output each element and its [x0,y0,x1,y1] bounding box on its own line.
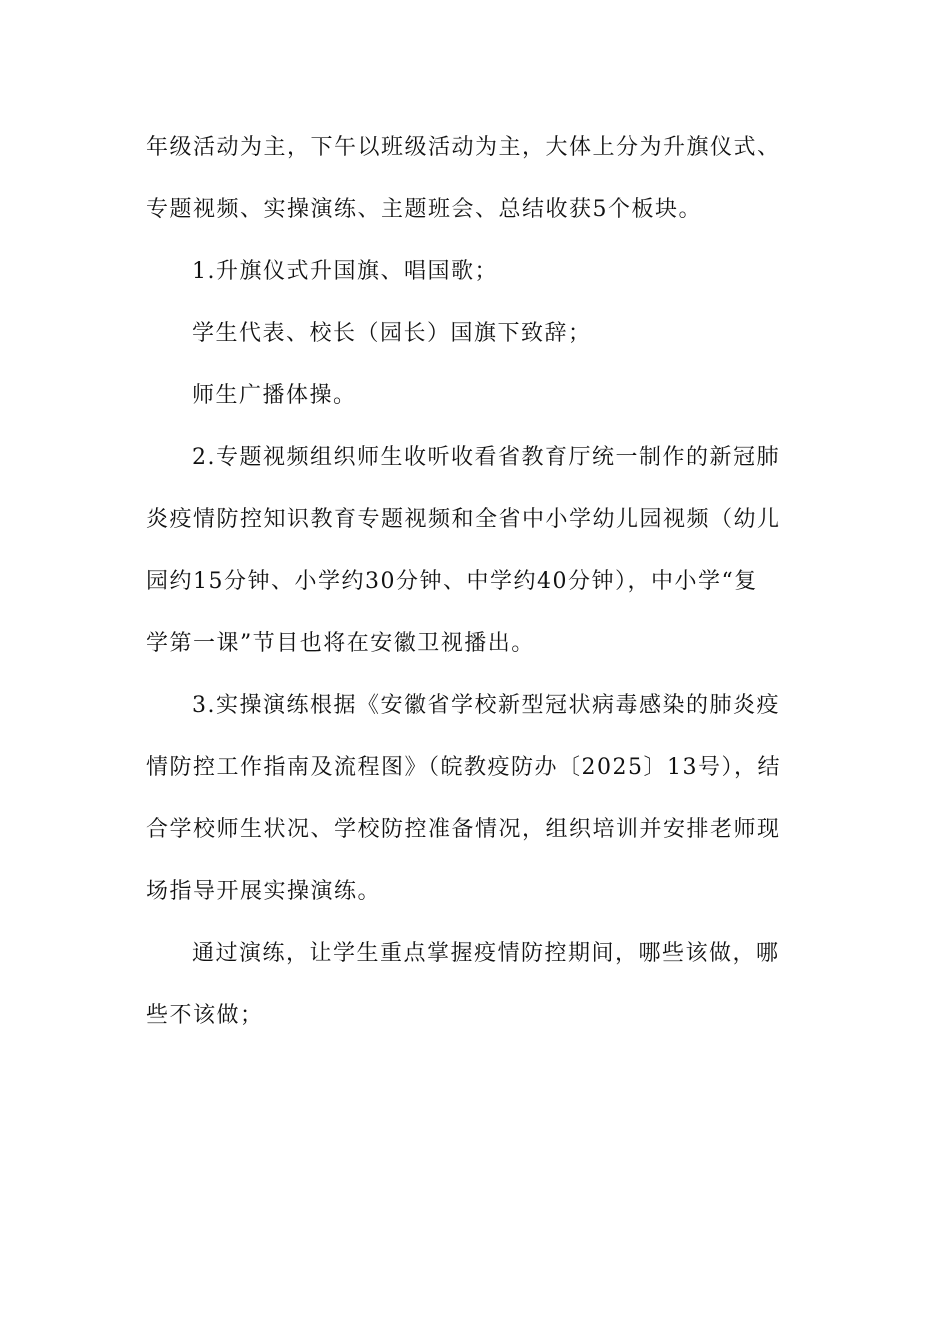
text-line-12: 合学校师生状况、学校防控准备情况，组织培训并安排老师现 [146,817,781,842]
text-line-10: 3.实操演练根据《安徽省学校新型冠状病毒感染的肺炎疫 [192,693,780,718]
text-line-7: 炎疫情防控知识教育专题视频和全省中小学幼儿园视频（幼儿 [146,507,781,532]
text-line-1: 年级活动为主，下午以班级活动为主，大体上分为升旗仪式、 [146,135,781,160]
text-line-6: 2.专题视频组织师生收听收看省教育厅统一制作的新冠肺 [192,445,780,470]
text-line-15: 些不该做； [146,1003,264,1028]
text-line-5: 师生广播体操。 [192,383,357,408]
text-line-2: 专题视频、实操演练、主题班会、总结收获5个板块。 [146,197,702,222]
text-line-9: 学第一课”节目也将在安徽卫视播出。 [146,631,535,656]
text-line-14: 通过演练，让学生重点掌握疫情防控期间，哪些该做，哪 [192,941,780,966]
text-line-4: 学生代表、校长（园长）国旗下致辞； [192,321,592,346]
text-line-13: 场指导开展实操演练。 [146,879,382,904]
document-body [146,128,808,1058]
text-line-8: 园约15分钟、小学约30分钟、中学约40分钟），中小学“复 [146,569,758,594]
text-line-3: 1.升旗仪式升国旗、唱国歌； [192,259,498,284]
text-line-11: 情防控工作指南及流程图》（皖教疫防办〔2025〕13号），结 [146,755,781,780]
